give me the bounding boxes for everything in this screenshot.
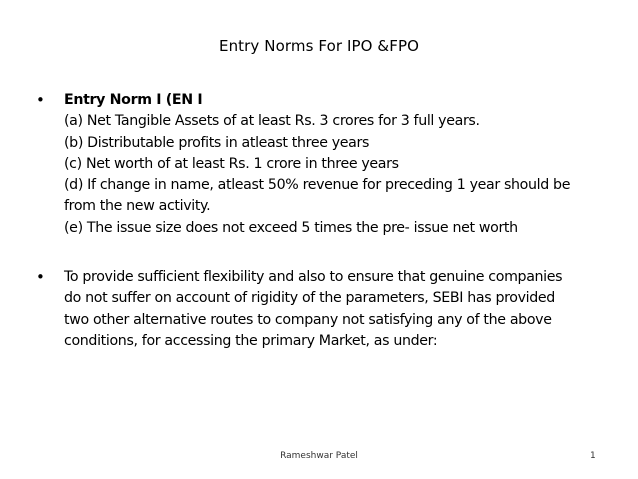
bullet-heading: Entry Norm I (EN I (64, 92, 203, 108)
paragraph-line: two other alternative routes to company not satisfying any of the above (64, 311, 552, 328)
bullet-marker: • (36, 268, 45, 286)
bullet-marker: • (36, 91, 45, 109)
criterion-e: (e) The issue size does not exceed 5 times the pre- issue net worth (64, 219, 518, 236)
footer-author: Rameshwar Patel (280, 451, 358, 461)
page-number: 1 (590, 451, 596, 461)
bullet-body (64, 267, 620, 352)
paragraph-line: do not suffer on account of rigidity of the parameters, SEBI has provided (64, 290, 555, 307)
bullet-body (64, 90, 620, 239)
criterion-b: (b) Distributable profits in atleast three years (64, 134, 370, 151)
paragraph-line: To provide sufficient flexibility and also to ensure that genuine companies (64, 269, 563, 285)
criterion-c: (c) Net worth of at least Rs. 1 crore in three years (64, 155, 399, 172)
criterion-d-continued: from the new activity. (64, 198, 211, 215)
slide-title: Entry Norms For IPO &FPO (219, 37, 419, 55)
criterion-d: (d) If change in name, atleast 50% revenue for preceding 1 year should be (64, 177, 571, 194)
criterion-a: (a) Net Tangible Assets of at least Rs. 3 crores for 3 full years. (64, 113, 480, 130)
paragraph-line: conditions, for accessing the primary Market, as under: (64, 332, 438, 349)
